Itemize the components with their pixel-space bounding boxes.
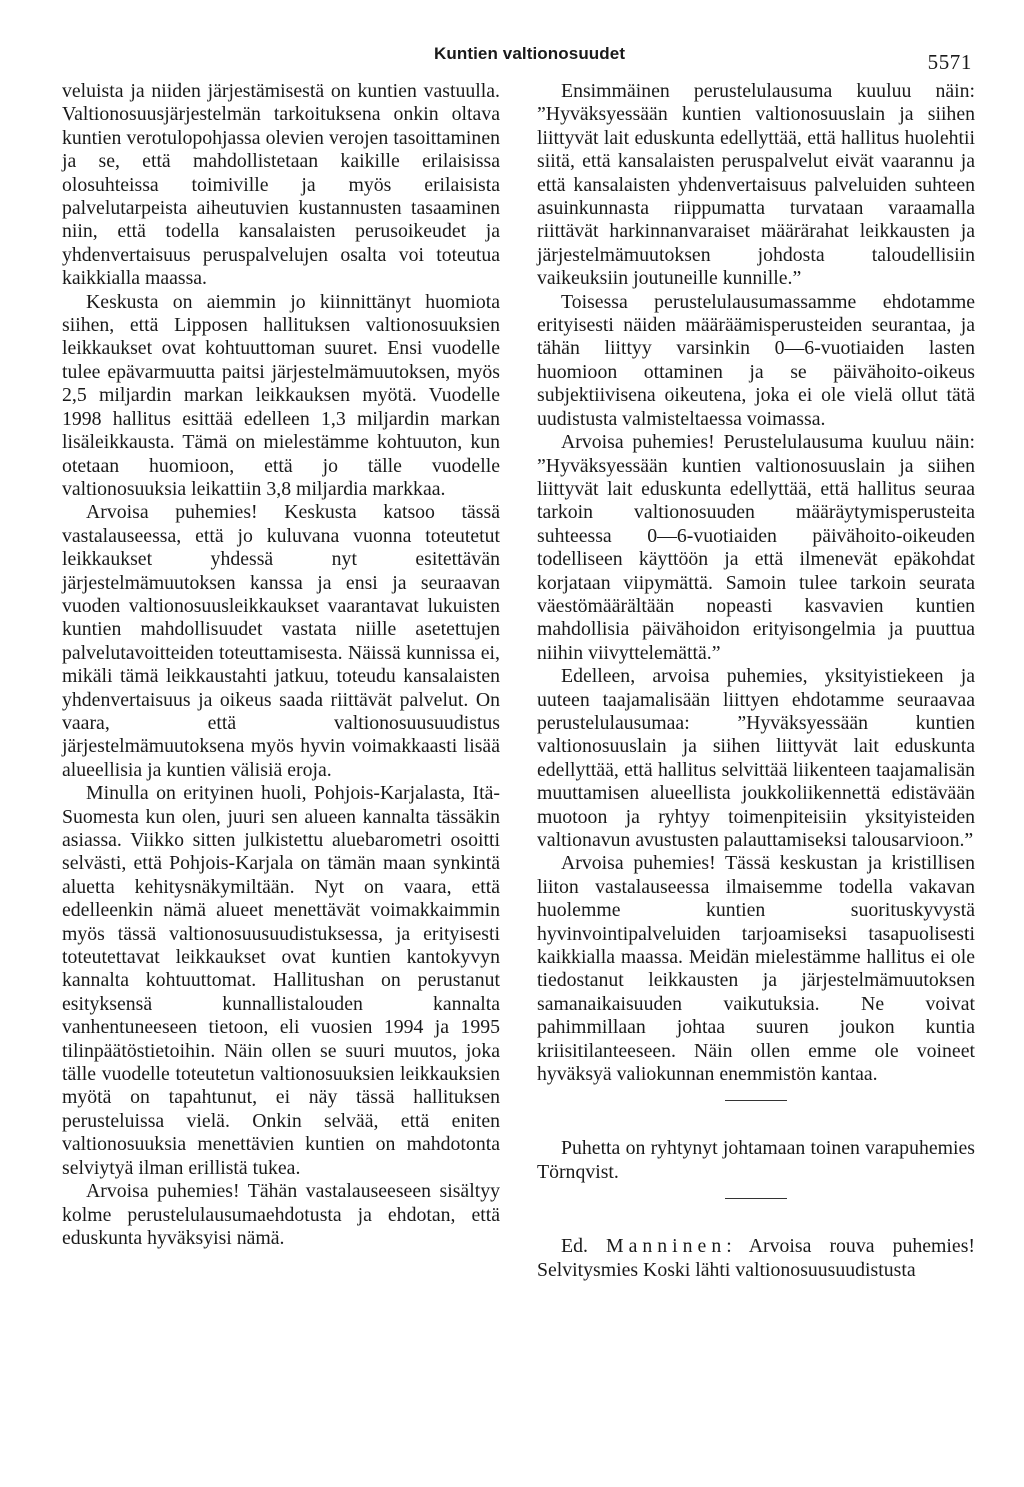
paragraph: Ensimmäinen perustelulausuma kuuluu näin: ”Hyväksyessään kuntien valtionosuuslain ja siihen liittyvät lait eduskunta edellyttää, että hallitus huolehtii siitä, että kansalaisten peruspalvelut eivät vaarannu ja että kansalaisten yhdenvertaisuus palveluiden suhteen asuinkunnasta riippumatta turvataan varaamalla riittävät harkinnanvaraiset määrärahat leikkausten ja järjestelmämuutoksen johdosta taloudellisiin vaikeuksiin joutuneille kunnille.” xyxy=(537,80,975,290)
paragraph: Arvoisa puhemies! Keskusta katsoo tässä vastalauseessa, että jo kuluvana vuonna toteutetut leikkaukset yhdessä nyt esitettävän järjestelmämuutoksen kanssa ja ensi ja seuraavan vuoden valtionosuusleikkaukset vaarantavat lukuisten kuntien mahdollisuudet vastata niille asetettujen palvelutavoitteiden toteuttamisesta. Näissä kunnissa ei, mikäli tämä leikkaustahti jatkuu, toteudu kansalaisten yhdenvertaisuus ja oikeus saada riittävät palvelut. On vaara, että valtionosuusuudistus järjestelmämuutoksena myös hyvin voimakkaasti lisää alueellisia ja kuntien välisiä eroja. xyxy=(62,501,500,781)
speaker-paragraph xyxy=(537,1235,975,1282)
paragraph: Minulla on erityinen huoli, Pohjois-Karjalasta, Itä-Suomesta kun olen, juuri sen alueen kannalta tässäkin asiassa. Viikko sitten julkistettu aluebarometri osoitti selvästi, että Pohjois-Karjala on tämän maan synkintä aluetta kehitysnäkymiltään. Nyt on vaara, että edelleenkin nämä alueet menettävät voimakkaimmin myös tässä valtionosuusuudistuksessa, ja erityisesti toteutettavat leikkaukset ovat kuntien kantokyvyn kannalta kohtuuttomat. Hallitushan on perustanut esityksensä kunnallistalouden kannalta vanhentuneeseen tietoon, eli vuosien 1994 ja 1995 tilinpäätöstietoihin. Näin ollen se suuri muutos, joka tälle vuodelle toteutetun valtionosuuksien leikkauksien myötä on tapahtunut, ei näy tässä hallituksen perusteluissa vielä. Onkin selvää, että eniten valtionosuuksia menettävien kuntien on mahdotonta selviytyä ilman erillistä tukea. xyxy=(62,782,500,1179)
section-divider xyxy=(725,1198,787,1199)
speaker-name: Manninen xyxy=(606,1235,727,1258)
section-divider xyxy=(725,1100,787,1101)
paragraph: Keskusta on aiemmin jo kiinnittänyt huomiota siihen, että Lipposen hallituksen valtionosuuksien leikkaukset ovat kohtuuttoman suuret. Ensi vuodelle tulee epävarmuutta paitsi järjestelmämuutoksen, myös 2,5 miljardin markan leikkauksen myötä. Vuodelle 1998 hallitus esittää edelleen 1,3 miljardin markan lisäleikkausta. Tämä on mielestämme kohtuuton, kun otetaan huomioon, että jo tälle vuodelle valtionosuuksia leikattiin 3,8 miljardia markkaa. xyxy=(62,290,500,500)
chair-note: Puhetta on ryhtynyt johtamaan toinen varapuhemies Törnqvist. xyxy=(537,1137,975,1183)
speaker-prefix: Ed. xyxy=(561,1235,588,1258)
left-column xyxy=(62,80,500,1250)
paragraph: veluista ja niiden järjestämisestä on kuntien vastuulla. Valtionosuusjärjestelmän tarkoituksena onkin oltava kuntien verotulopohjassa olevien verojen tasoittaminen ja se, että mahdollistetaan kaikille erilaisissa olosuhteissa toimiville ja myös erilaisista palvelutarpeista aiheutuvien kustannusten tasaaminen niin, että todella kansalaisten perusoikeudet ja yhdenvertaisuus peruspalvelujen osalta voi toteutua kaikkialla maassa. xyxy=(62,80,500,290)
paragraph: Arvoisa puhemies! Tähän vastalauseeseen sisältyy kolme perustelulausumaehdotusta ja ehdotan, että eduskunta hyväksyisi nämä. xyxy=(62,1180,500,1249)
paragraph: Edelleen, arvoisa puhemies, yksityistiekeen ja uuteen taajamalisään liittyen ehdotamme seuraavaa perustelulausumaa: ”Hyväksyessään kuntien valtionosuuslain ja siihen liittyvät lait eduskunta edellyttää, että hallitus selvittää liikenteen taajamalisän muuttamisen alueellista joukkoliikennettä edistävään muotoon ja ryhtyy toimenpiteisiin yksityisteiden valtionavun avustusten palauttamiseksi talousarvioon.” xyxy=(537,665,975,851)
paragraph: Arvoisa puhemies! Tässä keskustan ja kristillisen liiton vastalauseessa ilmaisemme todella vakavan huolemme kuntien suorituskyvystä hyvinvointipalveluiden tarjoamiseksi tasapuolisesti kaikkialla maassa. Meidän mielestämme hallitus ei ole tiedostanut leikkausten ja järjestelmämuutoksen samanaikaisuuden vaikutuksia. Ne voivat pahimmillaan johtaa suuren joukon kuntia kriisitilanteeseen. Näin ollen emme ole voineet hyväksyä valiokunnan enemmistön kantaa. xyxy=(537,852,975,1086)
page-number: 5571 xyxy=(927,50,972,74)
running-title: Kuntien valtionosuudet xyxy=(434,44,626,63)
paragraph: Toisessa perustelulausumassamme ehdotamme erityisesti näiden määräämisperusteiden seurantaa, ja tähän liittyy varsinkin 0—6-vuotiaiden lasten huomioon ottaminen ja se päivähoito-oikeus subjektiivisena oikeutena, joka ei ole vielä ollut tätä uudistusta valmisteltaessa voimassa. xyxy=(537,290,975,430)
right-column xyxy=(537,80,975,1282)
speaker-opening: : Arvoisa rouva puhemies! Selvitysmies Koski lähti valtionosuusuudistusta xyxy=(537,1235,975,1281)
paragraph: Arvoisa puhemies! Perustelulausuma kuuluu näin: ”Hyväksyessään kuntien valtionosuuslain ja siihen liittyvät lait eduskunta edellyttää, että hallitus seuraa tarkoin valtionosuuden määräytymisperusteita suhteessa 0—6-vuotiaiden päivähoito-oikeuden todelliseen käyttöön ja että ilmenevät epäkohdat korjataan viipymättä. Samoin tulee tarkoin seurata väestömäärältään nopeasti kasvavien kuntien mahdollisia päivähoidon erityisongelmia ja puuttua niihin viivyttelemättä.” xyxy=(537,431,975,664)
